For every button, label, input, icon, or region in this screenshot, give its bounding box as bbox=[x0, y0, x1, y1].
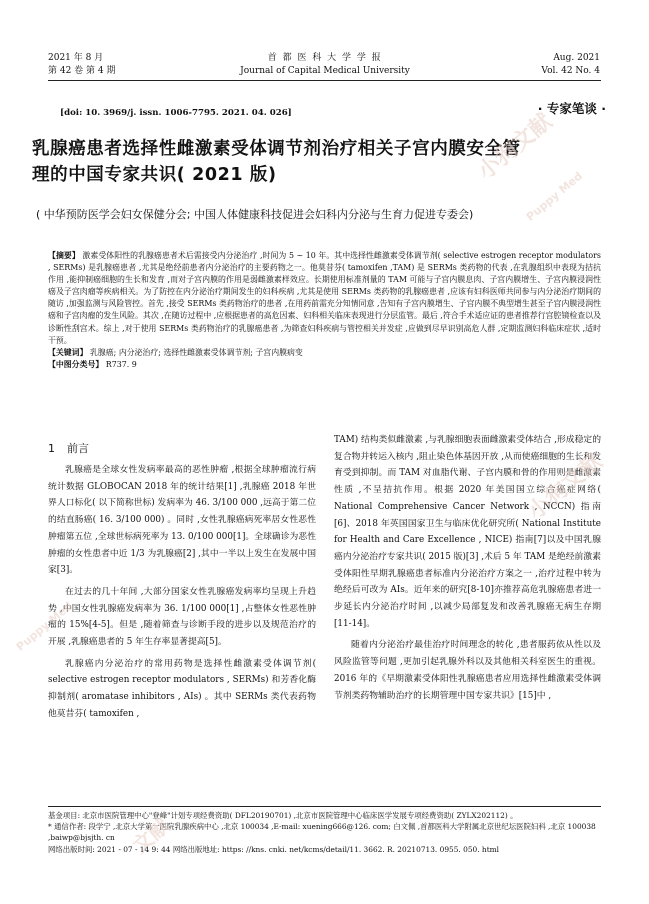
doi: [doi: 10. 3969/j. issn. 1006-7795. 2021. 04. 026] bbox=[60, 108, 292, 118]
watermark: Puppy Med bbox=[523, 169, 586, 224]
journal-title-cn: 首 都 医 科 大 学 学 报 bbox=[267, 53, 383, 63]
classification-line bbox=[48, 359, 601, 371]
section-heading bbox=[48, 440, 316, 458]
header-volume-en: Vol. 42 No. 4 bbox=[541, 66, 600, 76]
watermark: 小狗文献 bbox=[473, 109, 558, 185]
header-volume-issue: 第 42 卷 第 4 期 bbox=[48, 66, 116, 76]
header-year-month: 2021 年 8 月 bbox=[48, 53, 104, 63]
footnote-correspondence: * 通信作者: 段学宁 ,北京大学第一医院乳腺疾病中心 ,北京 100034 ,E-mail: xuening666@126. com; 白文佩 ,首都医科大学附属北京世纪坛医院妇科 ,北京 100038 ,baiwp@bjsjth. cn bbox=[48, 822, 596, 843]
footnotes bbox=[48, 810, 601, 855]
header-rule bbox=[48, 80, 601, 81]
keywords-line bbox=[48, 347, 601, 359]
footnote-funding: 基金项目: 北京市医院管理中心"登峰"计划专项经费资助( DFL20190701) ,北京市医院管理中心临床医学发展专项经费资助( ZYLX202112) 。 bbox=[48, 811, 518, 820]
left-column bbox=[48, 440, 316, 723]
footnote-rule bbox=[48, 806, 601, 807]
right-column bbox=[334, 432, 601, 704]
keywords: 乳腺癌; 内分泌治疗; 选择性雌激素受体调节剂; 子宫内膜病变 bbox=[89, 347, 303, 357]
author-organizations: ( 中华预防医学会妇女保健分会; 中国人体健康科技促进会妇科内分泌与生育力促进专委会) bbox=[36, 208, 474, 221]
watermark: Puppy Med bbox=[13, 599, 76, 654]
watermark: 文献 bbox=[127, 813, 174, 858]
article-title-line1: 乳腺癌患者选择性雌激素受体调节剂治疗相关子宫内膜安全管 bbox=[32, 139, 521, 159]
body-paragraph: 随着内分泌治疗最佳治疗时间理念的转化 ,患者服药依从性以及风险监管等问题 ,更加引起乳腺外科以及其他相关科室医生的重视。2016 年的《早期激素受体阳性乳腺癌患者应用选择性雌激素受体调节剂类药物辅助治疗的长期管理中国专家共识》[15]中 , bbox=[334, 640, 601, 701]
article-title-line2: 理的中国专家共识( 2021 版) bbox=[32, 165, 277, 185]
classification-label: 【中图分类号】 bbox=[48, 359, 104, 369]
body-paragraph: 在过去的几十年间 ,大部分国家女性乳腺癌发病率均呈现上升趋势 ,中国女性乳腺癌发病率为 36. 1/100 000[1] ,占整体女性恶性肿瘤的 15%[4-5]。但是 ,随着筛查与诊断手段的进步以及规范治疗的开展 ,乳腺癌患者的 5 年生存率显著提高[5]。 bbox=[48, 586, 316, 648]
column-tag: · 专家笔谈 · bbox=[537, 101, 606, 116]
watermark: 小狗文献 bbox=[523, 449, 608, 525]
footnote-online: 网络出版时间: 2021 - 07 - 14 9: 44 网络出版地址: https: //kns. cnki. net/kcms/detail/11. 3662. R. 20210713. 0955. 050. html bbox=[48, 844, 500, 854]
header-date-en: Aug. 2021 bbox=[553, 53, 600, 63]
keywords-label: 【关键词】 bbox=[48, 347, 88, 357]
classification-code: R737. 9 bbox=[105, 359, 137, 369]
abstract-label: 【摘要】 bbox=[48, 251, 80, 260]
body-paragraph: 乳腺癌是全球女性发病率最高的恶性肿瘤 ,根据全球肿瘤流行病统计数据 GLOBOCAN 2018 年的统计结果[1] ,乳腺癌 2018 年世界人口标化( 以下简称世标) 发病率为 46. 3/100 000 ,远高于第二位的结直肠癌( 16. 3/100 000) 。同时 ,女性乳腺癌病死率居女性恶性肿瘤第五位 ,全球世标病死率为 13. 0/100 000[1]。全球确诊为恶性肿瘤的女性患者中近 1/3 为乳腺癌[2] ,其中一半以上发生在发展中国家[3]。 bbox=[48, 465, 316, 576]
abstract-block bbox=[48, 250, 601, 371]
body-paragraph: TAM) 结构类似雌激素 ,与乳腺细胞表面雌激素受体结合 ,形成稳定的复合物并转运入核内 ,阻止染色体基因开放 ,从而使癌细胞的生长和发育受到抑制。而 TAM 对血脂代谢、子宫内膜和骨的作用则是雌激素性质 ,不呈拮抗作用。根据 2020 年美国国立综合癌症网络( National Comprehensive Cancer Network , NCCN) 指南[6]、2018 年英国国家卫生与临床优化研究所( National Institute for Health and Care Excellence , NICE) 指南[7]以及中国乳腺癌内分泌治疗专家共识( 2015 版)[3] ,术后 5 年 TAM 是绝经前激素受体阳性早期乳腺癌患者标准内分泌治疗方案之一 ,治疗过程中转为绝经后可改为 AIs。近年来的研究[8-10]亦推荐高危乳腺癌患者进一步延长内分泌治疗时间 ,以减少局部复发和改善乳腺癌无病生存期[11-14]。 bbox=[334, 435, 601, 629]
section-title: 前言 bbox=[67, 442, 89, 455]
abstract-text: 激素受体阳性的乳腺癌患者术后需接受内分泌治疗 ,时间为 5 ~ 10 年。其中选择性雌激素受体调节剂( selective estrogen receptor modulators , SERMs) 是乳腺癌患者 ,尤其是绝经前患者内分泌治疗的主要药物之一。他莫昔芬( tamoxifen ,TAM) 是 SERMs 类药物的代表 ,在乳腺组织中表现为拮抗作用 ,能抑制癌细胞的生长和发育 ,而对子宫内膜的作用是弱雌激素样效应。长期使用标准剂量的 TAM 可能与子宫内膜息肉、子宫内膜增生、子宫内膜浸润性癌及子宫肉瘤等疾病相关。为了防控在内分泌治疗期间发生的妇科疾病 ,尤其是使用 SERMs 类药物的乳腺癌患者 ,应该有妇科医师共同参与内分泌治疗期间的随访 ,加强监测与风险管控。首先 ,接受 SERMs 类药物治疗的患者 ,在用药前需充分知情同意 ,告知有子宫内膜增生、子宫内膜不典型增生甚至子宫内膜浸润性癌和子宫肉瘤的发生风险。其次 ,在随访过程中 ,应根据患者的高危因素、妇科相关临床表现进行分层监管。最后 ,符合手术适应证的患者推荐行宫腔镜检查以及诊断性刮宫术。综上 ,对于使用 SERMs 类药物治疗的乳腺癌患者 ,为筛查妇科疾病与管控相关并发症 ,应做到尽早识别高危人群 ,定期监测妇科临床症状 ,适时干预。 bbox=[48, 251, 601, 345]
section-number: 1 bbox=[48, 442, 55, 455]
abstract-paragraph bbox=[48, 250, 601, 347]
body-paragraph: 乳腺癌内分泌治疗的常用药物是选择性雌激素受体调节剂( selective estrogen receptor modulators , SERMs) 和芳香化酶抑制剂( aromatase inhibitors , AIs) 。其中 SERMs 类代表药物他莫昔芬( tamoxifen , bbox=[48, 658, 316, 719]
journal-title-en: Journal of Capital Medical University bbox=[240, 66, 410, 76]
